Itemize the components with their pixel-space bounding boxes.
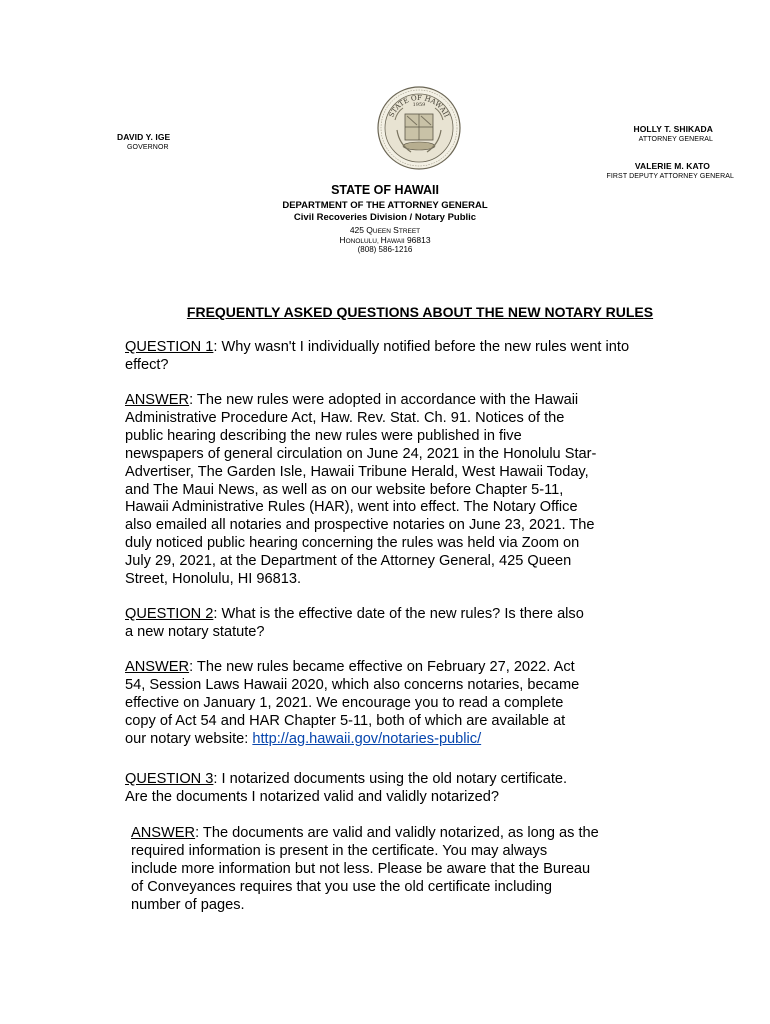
answer-1 [125, 392, 685, 589]
question-1 [125, 339, 685, 375]
answer-2-text: : The new rules became effective on February 27, 2022. Act 54, Session Laws Hawaii 2020, which also concerns notaries, became effective on January 1, 2021. We encourage you to read a complete copy of Act 54 and HAR Chapter 5-11, both of which are available at our notary website: [125, 659, 580, 747]
attorney-general-block [633, 124, 713, 143]
first-deputy-name: VALERIE M. KATO [634, 161, 710, 171]
svg-text:1959: 1959 [412, 102, 426, 108]
answer-3 [131, 825, 691, 915]
answer-2-label: ANSWER [125, 659, 190, 675]
answer-1-text: : The new rules were adopted in accordance with the Hawaii Administrative Procedure Act, Haw. Rev. Stat. Ch. 91. Notices of the public hearing describing the new rules were published in five newspapers of general circulation on June 24, 2021 in the Honolulu Star- Advertiser, The Garden Isle, Hawaii Tribune Herald, West Hawaii Today, and The Maui News, as well as on our website before Chapter 5-11, Hawaii Administrative Rules (HAR), went into effect. The Notary Office also emailed all notaries and prospective notaries on June 23, 2021. The duly noticed public hearing concerning the rules was held via Zoom on July 29, 2021, at the Department of the Attorney General, 425 Queen Street, Honolulu, HI 96813. [125, 392, 597, 588]
street-address: 425 QUEEN STREET [349, 225, 421, 235]
attorney-general-title: ATTORNEY GENERAL [638, 136, 713, 143]
first-deputy-block [606, 161, 734, 180]
department-heading [0, 183, 770, 254]
seal-lettering: STATE OF HAWAII [387, 93, 451, 119]
first-deputy-title: FIRST DEPUTY ATTORNEY GENERAL [606, 173, 734, 180]
attorney-general-name: HOLLY T. SHIKADA [633, 124, 713, 134]
state-seal-icon [377, 86, 461, 170]
answer-2 [125, 659, 685, 749]
answer-3-text: : The documents are valid and validly notarized, as long as the required information is present in the certificate. You may always include more information but not less. Please be aware that the Bureau of Conveyances requires that you use the old certificate including number of pages. [131, 825, 599, 913]
question-2-label: QUESTION 2 [125, 606, 214, 622]
department-name: DEPARTMENT OF THE ATTORNEY GENERAL [282, 200, 488, 211]
phone-number: (808) 586-1216 [357, 245, 413, 254]
division-name: Civil Recoveries Division / Notary Public [293, 212, 477, 223]
question-3 [125, 771, 685, 807]
question-2-text: : What is the effective date of the new rules? Is there also a new notary statute? [125, 606, 584, 640]
question-2 [125, 606, 685, 642]
question-3-text: : I notarized documents using the old notary certificate. Are the documents I notarized valid and validly notarized? [125, 771, 568, 805]
city-address: HONOLULU, HAWAII 96813 [339, 235, 431, 245]
governor-block [117, 132, 170, 151]
state-name: STATE OF HAWAII [331, 183, 439, 197]
question-1-text: : Why wasn't I individually notified before the new rules went into effect? [125, 339, 630, 373]
answer-1-label: ANSWER [125, 392, 190, 408]
governor-title: GOVERNOR [127, 144, 169, 151]
answer-3-label: ANSWER [131, 825, 196, 841]
question-1-label: QUESTION 1 [125, 339, 214, 355]
governor-name: DAVID Y. IGE [117, 132, 171, 142]
notary-website-link[interactable]: http://ag.hawaii.gov/notaries-public/ [252, 730, 482, 747]
faq-title: FREQUENTLY ASKED QUESTIONS ABOUT THE NEW NOTARY RULES [186, 304, 654, 320]
question-3-label: QUESTION 3 [125, 771, 214, 787]
